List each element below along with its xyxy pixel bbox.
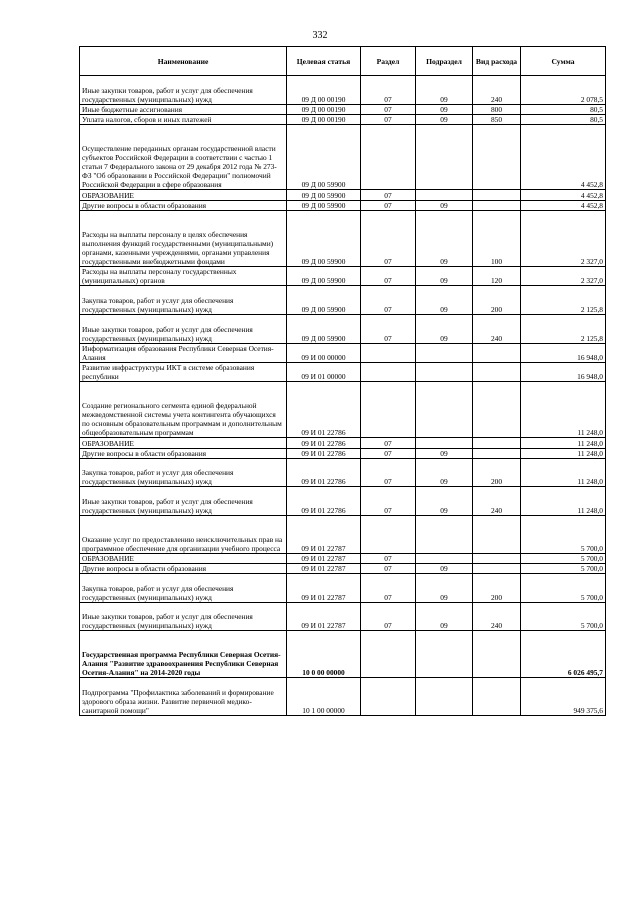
- row-name: Иные закупки товаров, работ и услуг для обеспечения государственных (муниципальных) нужд: [80, 314, 287, 343]
- row-type: [473, 631, 521, 678]
- row-name: Закупка товаров, работ и услуг для обеспечения государственных (муниципальных) нужд: [80, 458, 287, 487]
- row-amount: 5 700,0: [521, 602, 606, 631]
- row-amount: 6 026 495,7: [521, 631, 606, 678]
- row-target: 09 Д 00 59900: [287, 314, 361, 343]
- row-section: [361, 516, 416, 554]
- row-subsection: 09: [416, 448, 473, 458]
- row-type: 240: [473, 602, 521, 631]
- row-target: 09 И 01 22786: [287, 438, 361, 448]
- row-subsection: 09: [416, 104, 473, 114]
- row-amount: 5 700,0: [521, 553, 606, 563]
- row-section: [361, 343, 416, 362]
- row-section: 07: [361, 448, 416, 458]
- table-row: [80, 553, 606, 563]
- table-header-row: [80, 47, 606, 76]
- row-type: [473, 382, 521, 438]
- row-subsection: 09: [416, 458, 473, 487]
- row-name: Закупка товаров, работ и услуг для обеспечения государственных (муниципальных) нужд: [80, 574, 287, 603]
- row-type: [473, 564, 521, 574]
- header-section: Раздел: [361, 47, 416, 76]
- row-name: Закупка товаров, работ и услуг для обеспечения государственных (муниципальных) нужд: [80, 286, 287, 315]
- table-row: [80, 564, 606, 574]
- header-amount: Сумма: [521, 47, 606, 76]
- row-section: 07: [361, 210, 416, 266]
- row-target: 09 Д 00 00190: [287, 76, 361, 105]
- row-amount: 16 948,0: [521, 343, 606, 362]
- row-target: 09 И 01 00000: [287, 362, 361, 381]
- row-section: 07: [361, 564, 416, 574]
- row-subsection: [416, 382, 473, 438]
- page-number: 332: [312, 30, 328, 41]
- row-subsection: 09: [416, 76, 473, 105]
- row-name: Другие вопросы в области образования: [80, 200, 287, 210]
- row-subsection: 09: [416, 210, 473, 266]
- header-target: Целевая статья: [287, 47, 361, 76]
- table-row: [80, 286, 606, 315]
- table-row: [80, 487, 606, 516]
- row-section: 07: [361, 574, 416, 603]
- table-row: [80, 190, 606, 200]
- row-section: [361, 382, 416, 438]
- table-row: [80, 314, 606, 343]
- row-name: Информатизация образования Республики Северная Осетия-Алания: [80, 343, 287, 362]
- row-name: Уплата налогов, сборов и иных платежей: [80, 114, 287, 124]
- row-target: 09 И 01 22786: [287, 382, 361, 438]
- row-amount: 5 700,0: [521, 516, 606, 554]
- table-row: [80, 678, 606, 716]
- row-amount: 4 452,8: [521, 124, 606, 189]
- row-type: 200: [473, 574, 521, 603]
- row-target: 09 Д 00 00190: [287, 104, 361, 114]
- row-subsection: 09: [416, 602, 473, 631]
- row-name: ОБРАЗОВАНИЕ: [80, 553, 287, 563]
- row-amount: 2 327,0: [521, 210, 606, 266]
- row-amount: 16 948,0: [521, 362, 606, 381]
- row-target: 09 И 01 22786: [287, 448, 361, 458]
- row-amount: 4 452,8: [521, 190, 606, 200]
- row-section: [361, 124, 416, 189]
- table-row: [80, 382, 606, 438]
- row-section: [361, 631, 416, 678]
- row-subsection: [416, 438, 473, 448]
- row-name: Осуществление переданных органам государственной власти субъектов Российской Федерации в соответствии с частью 1 статьи 7 Федерального закона от 29 декабря 2012 года № 273-ФЗ "Об образовании в Российской Федерации" полномочий Российской Федерации в сфере образования: [80, 124, 287, 189]
- row-subsection: 09: [416, 114, 473, 124]
- row-target: 09 Д 00 00190: [287, 114, 361, 124]
- row-subsection: 09: [416, 266, 473, 285]
- row-target: 09 И 01 22787: [287, 553, 361, 563]
- table-row: [80, 458, 606, 487]
- row-subsection: 09: [416, 286, 473, 315]
- row-section: 07: [361, 104, 416, 114]
- table-row: [80, 76, 606, 105]
- row-type: [473, 448, 521, 458]
- row-type: 850: [473, 114, 521, 124]
- row-target: 09 Д 00 59900: [287, 124, 361, 189]
- row-name: Подпрограмма "Профилактика заболеваний и формирование здорового образа жизни. Развитие первичной медико-санитарной помощи": [80, 678, 287, 716]
- row-amount: 80,5: [521, 114, 606, 124]
- row-amount: 5 700,0: [521, 574, 606, 603]
- table-row: [80, 574, 606, 603]
- table-row: [80, 210, 606, 266]
- row-type: [473, 516, 521, 554]
- table-row: [80, 438, 606, 448]
- row-name: Иные закупки товаров, работ и услуг для обеспечения государственных (муниципальных) нужд: [80, 76, 287, 105]
- row-section: 07: [361, 438, 416, 448]
- table-row: [80, 631, 606, 678]
- row-amount: 2 125,8: [521, 314, 606, 343]
- row-target: 09 Д 00 59900: [287, 200, 361, 210]
- table-row: [80, 516, 606, 554]
- row-type: [473, 553, 521, 563]
- row-section: 07: [361, 266, 416, 285]
- row-amount: 11 248,0: [521, 448, 606, 458]
- row-section: 07: [361, 286, 416, 315]
- row-subsection: [416, 678, 473, 716]
- row-target: 09 И 01 22786: [287, 487, 361, 516]
- row-amount: 2 327,0: [521, 266, 606, 285]
- row-section: 07: [361, 314, 416, 343]
- row-type: 100: [473, 210, 521, 266]
- row-amount: 11 248,0: [521, 487, 606, 516]
- row-amount: 80,5: [521, 104, 606, 114]
- row-type: 240: [473, 76, 521, 105]
- table-row: [80, 343, 606, 362]
- row-section: 07: [361, 602, 416, 631]
- row-target: 09 И 00 00000: [287, 343, 361, 362]
- row-section: [361, 362, 416, 381]
- row-target: 09 Д 00 59900: [287, 286, 361, 315]
- row-target: 09 Д 00 59900: [287, 266, 361, 285]
- row-target: 10 1 00 00000: [287, 678, 361, 716]
- row-name: Иные закупки товаров, работ и услуг для обеспечения государственных (муниципальных) нужд: [80, 602, 287, 631]
- row-name: Создание регионального сегмента единой федеральной межведомственной системы учета контингента обучающихся по основным образовательным программам и дополнительным общеобразовательным программам: [80, 382, 287, 438]
- header-name: Наименование: [80, 47, 287, 76]
- row-amount: 11 248,0: [521, 458, 606, 487]
- row-name: Оказание услуг по предоставлению неисключительных прав на программное обеспечение для организации учебного процесса: [80, 516, 287, 554]
- header-expense-type: Вид расхода: [473, 47, 521, 76]
- row-target: 09 Д 00 59900: [287, 210, 361, 266]
- row-subsection: 09: [416, 564, 473, 574]
- table-row: [80, 114, 606, 124]
- row-type: [473, 200, 521, 210]
- row-name: Расходы на выплаты персоналу в целях обеспечения выполнения функций государственными (муниципальными) органами, казенными учреждениями, органами управления государственными внебюджетными фондами: [80, 210, 287, 266]
- row-subsection: 09: [416, 574, 473, 603]
- row-target: 09 И 01 22787: [287, 602, 361, 631]
- row-type: 240: [473, 314, 521, 343]
- row-type: 120: [473, 266, 521, 285]
- row-type: 200: [473, 286, 521, 315]
- row-section: 07: [361, 458, 416, 487]
- row-amount: 11 248,0: [521, 438, 606, 448]
- row-section: 07: [361, 553, 416, 563]
- row-section: 07: [361, 190, 416, 200]
- row-subsection: 09: [416, 487, 473, 516]
- table-row: [80, 602, 606, 631]
- row-subsection: [416, 124, 473, 189]
- row-name: Расходы на выплаты персоналу государственных (муниципальных) органов: [80, 266, 287, 285]
- row-section: 07: [361, 114, 416, 124]
- budget-table: [79, 46, 606, 716]
- row-subsection: 09: [416, 200, 473, 210]
- table-row: [80, 200, 606, 210]
- table-row: [80, 362, 606, 381]
- row-target: 09 И 01 22787: [287, 516, 361, 554]
- row-subsection: [416, 343, 473, 362]
- header-subsection: Подраздел: [416, 47, 473, 76]
- row-target: 10 0 00 00000: [287, 631, 361, 678]
- row-target: 09 И 01 22786: [287, 458, 361, 487]
- row-type: 240: [473, 487, 521, 516]
- row-subsection: [416, 631, 473, 678]
- row-type: [473, 438, 521, 448]
- row-amount: 5 700,0: [521, 564, 606, 574]
- row-type: 800: [473, 104, 521, 114]
- row-target: 09 И 01 22787: [287, 574, 361, 603]
- table-row: [80, 124, 606, 189]
- row-type: [473, 190, 521, 200]
- row-subsection: [416, 553, 473, 563]
- row-type: [473, 362, 521, 381]
- row-section: 07: [361, 76, 416, 105]
- row-amount: 2 125,8: [521, 286, 606, 315]
- row-amount: 2 078,5: [521, 76, 606, 105]
- row-amount: 11 248,0: [521, 382, 606, 438]
- row-target: 09 И 01 22787: [287, 564, 361, 574]
- row-amount: 949 375,6: [521, 678, 606, 716]
- row-subsection: [416, 362, 473, 381]
- row-type: 200: [473, 458, 521, 487]
- row-name: Другие вопросы в области образования: [80, 448, 287, 458]
- row-name: Государственная программа Республики Северная Осетия-Алания "Развитие здравоохранения Республики Северная Осетия-Алания" на 2014-2020 годы: [80, 631, 287, 678]
- row-target: 09 Д 00 59900: [287, 190, 361, 200]
- row-name: ОБРАЗОВАНИЕ: [80, 190, 287, 200]
- row-subsection: [416, 190, 473, 200]
- row-section: [361, 678, 416, 716]
- row-name: Иные бюджетные ассигнования: [80, 104, 287, 114]
- table-row: [80, 266, 606, 285]
- row-name: Иные закупки товаров, работ и услуг для обеспечения государственных (муниципальных) нужд: [80, 487, 287, 516]
- table-row: [80, 448, 606, 458]
- table-row: [80, 104, 606, 114]
- row-type: [473, 124, 521, 189]
- row-subsection: 09: [416, 314, 473, 343]
- row-type: [473, 343, 521, 362]
- row-section: 07: [361, 200, 416, 210]
- row-name: Развитие инфраструктуры ИКТ в системе образования республики: [80, 362, 287, 381]
- row-subsection: [416, 516, 473, 554]
- row-name: ОБРАЗОВАНИЕ: [80, 438, 287, 448]
- row-section: 07: [361, 487, 416, 516]
- row-amount: 4 452,8: [521, 200, 606, 210]
- row-type: [473, 678, 521, 716]
- row-name: Другие вопросы в области образования: [80, 564, 287, 574]
